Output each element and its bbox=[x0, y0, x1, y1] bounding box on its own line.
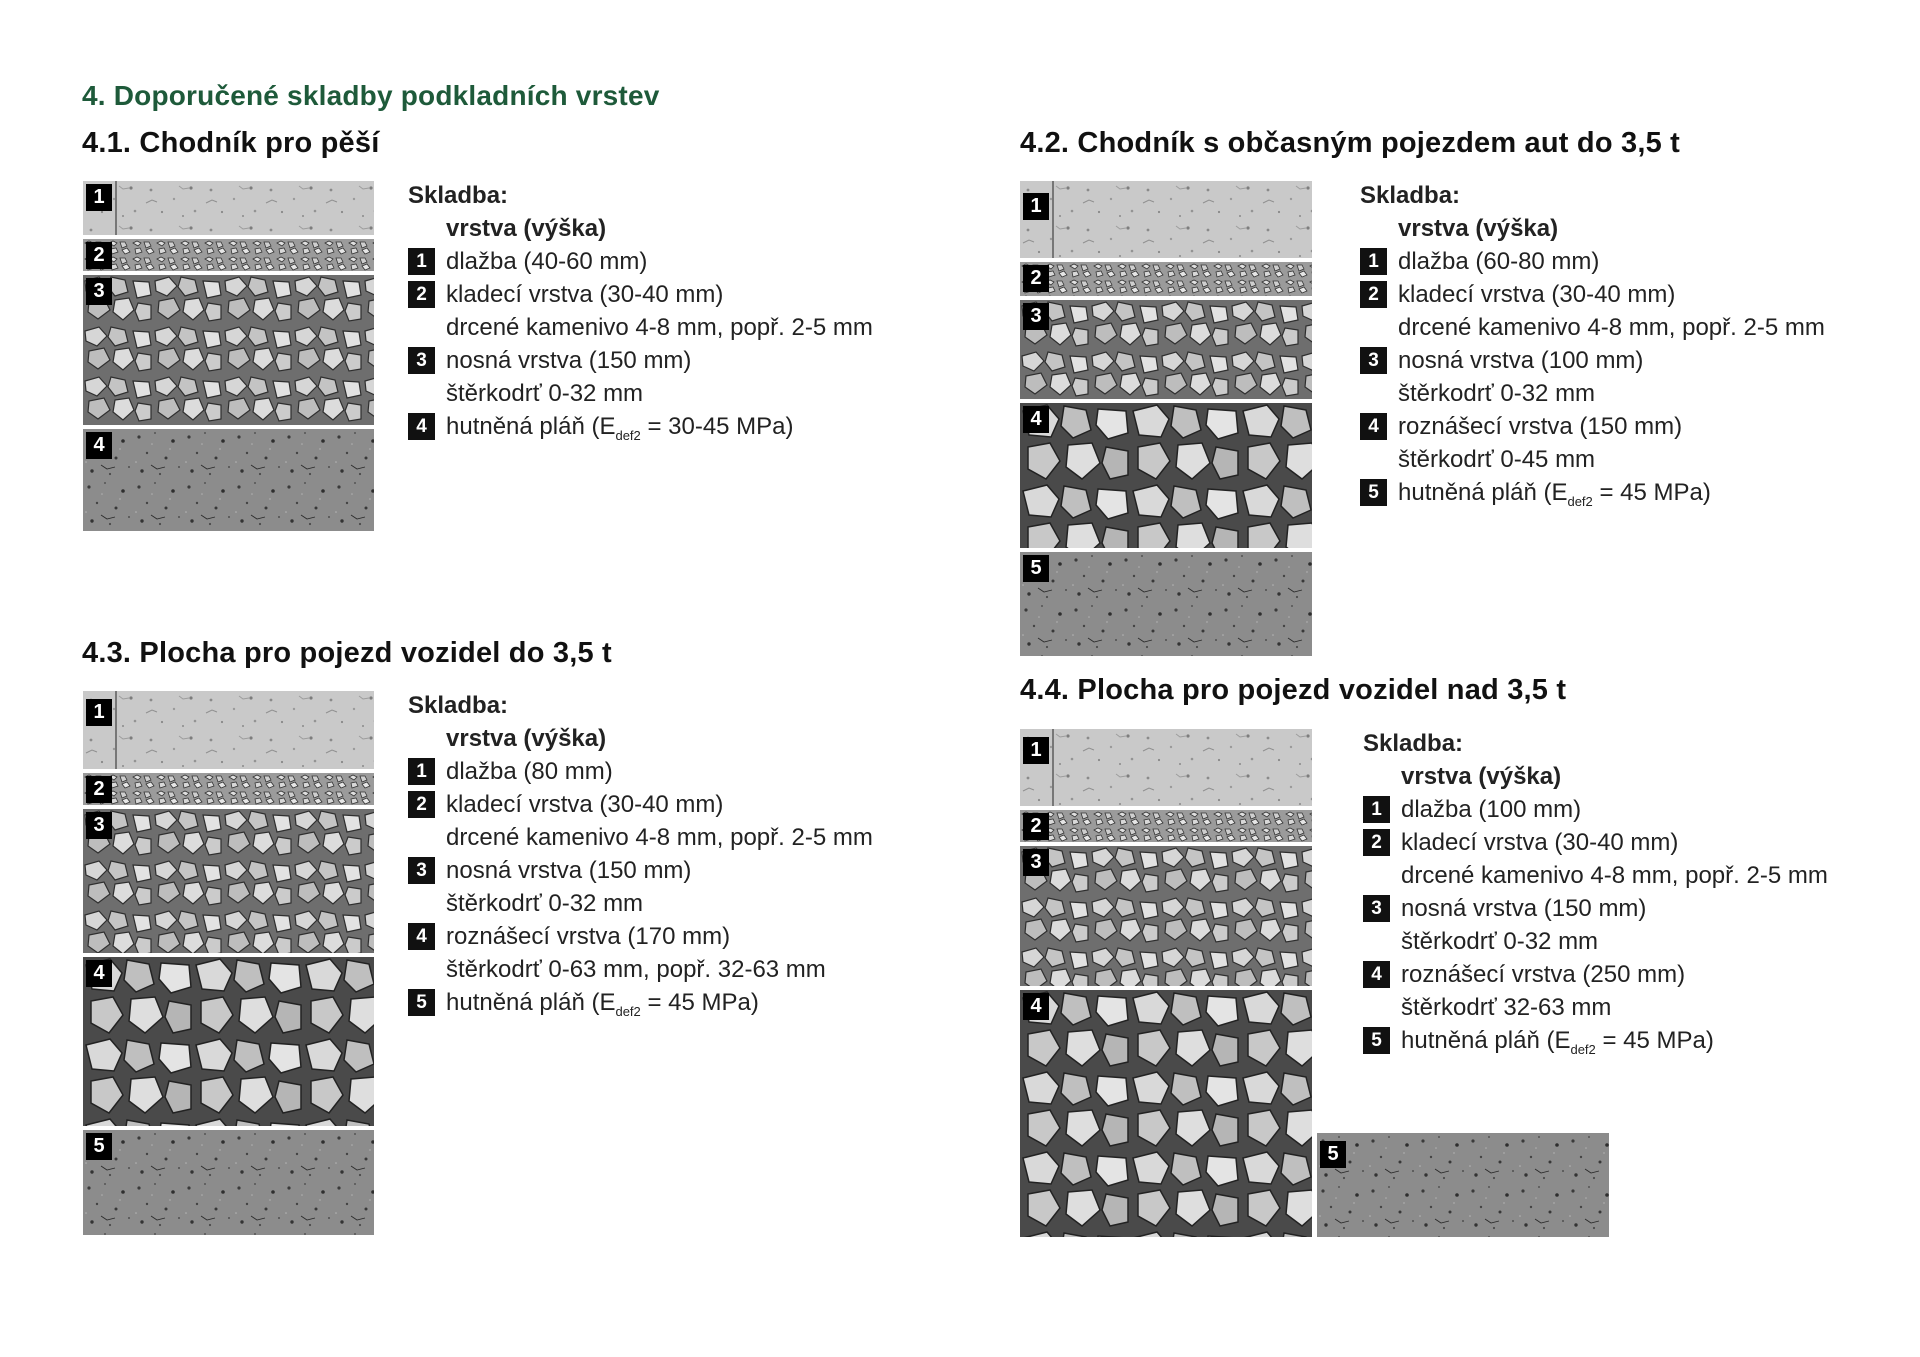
layer-subgrade bbox=[83, 1130, 374, 1235]
layer-row bbox=[1360, 344, 1825, 377]
layer-distribution bbox=[1020, 990, 1312, 1237]
layer-number: 3 bbox=[86, 278, 112, 305]
layer-paving bbox=[83, 181, 374, 235]
row-subscript: def2 bbox=[615, 428, 641, 443]
row-text-post: = 45 MPa) bbox=[640, 989, 759, 1016]
row-number: 4 bbox=[1360, 413, 1387, 440]
row-number: 5 bbox=[1360, 479, 1387, 506]
layer-paving bbox=[1020, 181, 1312, 258]
row-number: 3 bbox=[408, 857, 435, 884]
layer-row bbox=[1363, 892, 1828, 925]
layer-row bbox=[408, 854, 873, 887]
layer-number: 3 bbox=[1023, 849, 1049, 876]
row-number: 1 bbox=[1360, 248, 1387, 275]
layer-subgrade bbox=[1020, 552, 1312, 656]
column-header: vrstva (výška) bbox=[446, 215, 607, 242]
row-note: drcené kamenivo 4-8 mm, popř. 2-5 mm bbox=[446, 314, 873, 341]
row-note: drcené kamenivo 4-8 mm, popř. 2-5 mm bbox=[446, 824, 873, 851]
layer-row bbox=[1363, 826, 1828, 859]
row-text: kladecí vrstva (30-40 mm) bbox=[1401, 829, 1679, 856]
layer-base bbox=[1020, 300, 1312, 399]
layer-row bbox=[1360, 410, 1825, 443]
row-number: 2 bbox=[408, 281, 435, 308]
section-title-4-2: 4.2. Chodník s občasným pojezdem aut do 3,5 t bbox=[1020, 127, 1681, 159]
row-number: 5 bbox=[408, 989, 435, 1016]
row-text: kladecí vrstva (30-40 mm) bbox=[446, 791, 724, 818]
row-text: roznášecí vrstva (170 mm) bbox=[446, 923, 731, 950]
row-text: nosná vrstva (100 mm) bbox=[1398, 347, 1644, 374]
layer-number: 1 bbox=[86, 184, 112, 211]
layer-distribution bbox=[1020, 403, 1312, 548]
spec-4-4 bbox=[1363, 727, 1828, 1057]
composition-label: Skladba: bbox=[1363, 730, 1464, 757]
layer-base bbox=[1020, 846, 1312, 986]
row-note: drcené kamenivo 4-8 mm, popř. 2-5 mm bbox=[1398, 314, 1825, 341]
layer-number: 1 bbox=[1023, 193, 1049, 220]
row-text bbox=[446, 986, 759, 1019]
section-title-4-1: 4.1. Chodník pro pěší bbox=[82, 127, 380, 159]
composition-label: Skladba: bbox=[408, 692, 509, 719]
layer-row bbox=[408, 410, 873, 443]
row-text: roznášecí vrstva (150 mm) bbox=[1398, 413, 1683, 440]
layer-number: 5 bbox=[1320, 1141, 1346, 1168]
layer-row bbox=[408, 245, 873, 278]
layer-bedding bbox=[83, 773, 374, 805]
row-text-post: = 45 MPa) bbox=[1595, 1027, 1714, 1054]
row-text: nosná vrstva (150 mm) bbox=[446, 857, 692, 884]
spec-4-3 bbox=[408, 689, 873, 1019]
row-text-post: = 45 MPa) bbox=[1592, 479, 1711, 506]
section-title-4-3: 4.3. Plocha pro pojezd vozidel do 3,5 t bbox=[82, 637, 612, 669]
layer-row bbox=[1363, 958, 1828, 991]
layer-number: 2 bbox=[86, 776, 112, 803]
layer-number: 2 bbox=[86, 242, 112, 269]
layer-number: 4 bbox=[86, 960, 112, 987]
layer-number: 1 bbox=[1023, 737, 1049, 764]
layer-bedding bbox=[83, 239, 374, 271]
row-note: štěrkodrť 0-32 mm bbox=[1401, 928, 1599, 955]
row-number: 2 bbox=[1360, 281, 1387, 308]
row-text: nosná vrstva (150 mm) bbox=[446, 347, 692, 374]
layer-number: 3 bbox=[86, 812, 112, 839]
row-note: štěrkodrť 0-45 mm bbox=[1398, 446, 1596, 473]
row-note: štěrkodrť 0-32 mm bbox=[446, 890, 644, 917]
layer-stack-4-2 bbox=[1020, 181, 1312, 656]
row-text: dlažba (60-80 mm) bbox=[1398, 248, 1600, 275]
row-number: 2 bbox=[408, 791, 435, 818]
page-heading: 4. Doporučené skladby podkladních vrstev bbox=[82, 80, 660, 111]
row-text-pre: hutněná pláň (E bbox=[1398, 479, 1568, 506]
row-number: 4 bbox=[1363, 961, 1390, 988]
row-text bbox=[1401, 1024, 1714, 1057]
layer-distribution bbox=[83, 957, 374, 1126]
row-note: štěrkodrť 0-32 mm bbox=[446, 380, 644, 407]
row-number: 5 bbox=[1363, 1027, 1390, 1054]
column-header: vrstva (výška) bbox=[1401, 763, 1562, 790]
layer-row bbox=[408, 788, 873, 821]
layer-row bbox=[1360, 476, 1825, 509]
layer-number: 3 bbox=[1023, 303, 1049, 330]
row-text-post: = 30-45 MPa) bbox=[640, 413, 794, 440]
layer-subgrade bbox=[1317, 1133, 1609, 1237]
layer-number: 4 bbox=[1023, 993, 1049, 1020]
row-text-pre: hutněná pláň (E bbox=[1401, 1027, 1571, 1054]
row-number: 2 bbox=[1363, 829, 1390, 856]
row-subscript: def2 bbox=[1570, 1042, 1596, 1057]
row-number: 3 bbox=[1360, 347, 1387, 374]
layer-number: 1 bbox=[86, 699, 112, 726]
layer-row bbox=[408, 920, 873, 953]
composition-label: Skladba: bbox=[408, 182, 509, 209]
spec-4-1 bbox=[408, 179, 873, 443]
layer-paving bbox=[1020, 729, 1312, 806]
row-number: 1 bbox=[408, 248, 435, 275]
layer-base bbox=[83, 809, 374, 953]
row-number: 1 bbox=[408, 758, 435, 785]
layer-row bbox=[1360, 245, 1825, 278]
row-note: štěrkodrť 0-32 mm bbox=[1398, 380, 1596, 407]
row-note: drcené kamenivo 4-8 mm, popř. 2-5 mm bbox=[1401, 862, 1828, 889]
layer-number: 4 bbox=[1023, 406, 1049, 433]
row-text-pre: hutněná pláň (E bbox=[446, 989, 616, 1016]
layer-row bbox=[1363, 793, 1828, 826]
row-text: dlažba (40-60 mm) bbox=[446, 248, 648, 275]
layer-row bbox=[1360, 278, 1825, 311]
layer-bedding bbox=[1020, 262, 1312, 296]
row-text: dlažba (80 mm) bbox=[446, 758, 613, 785]
spec-4-2 bbox=[1360, 179, 1825, 509]
layer-stack-4-3 bbox=[83, 691, 374, 1235]
layer-number: 2 bbox=[1023, 265, 1049, 292]
layer-number: 5 bbox=[1023, 555, 1049, 582]
row-note: štěrkodrť 0-63 mm, popř. 32-63 mm bbox=[446, 956, 826, 983]
row-text: dlažba (100 mm) bbox=[1401, 796, 1582, 823]
layer-row bbox=[408, 986, 873, 1019]
row-text: kladecí vrstva (30-40 mm) bbox=[1398, 281, 1676, 308]
row-note: štěrkodrť 32-63 mm bbox=[1401, 994, 1612, 1021]
layer-base bbox=[83, 275, 374, 425]
row-subscript: def2 bbox=[1567, 494, 1593, 509]
row-number: 4 bbox=[408, 923, 435, 950]
layer-subgrade bbox=[83, 429, 374, 531]
section-title-4-4: 4.4. Plocha pro pojezd vozidel nad 3,5 t bbox=[1020, 674, 1567, 706]
row-subscript: def2 bbox=[615, 1004, 641, 1019]
layer-row bbox=[408, 344, 873, 377]
composition-label: Skladba: bbox=[1360, 182, 1461, 209]
row-text bbox=[1398, 476, 1711, 509]
layer-paving bbox=[83, 691, 374, 769]
row-text bbox=[446, 410, 794, 443]
row-text-pre: hutněná pláň (E bbox=[446, 413, 616, 440]
layer-bedding bbox=[1020, 810, 1312, 842]
row-number: 3 bbox=[408, 347, 435, 374]
row-text: kladecí vrstva (30-40 mm) bbox=[446, 281, 724, 308]
layer-row bbox=[1363, 1024, 1828, 1057]
layer-stack-4-1 bbox=[83, 181, 374, 531]
row-number: 4 bbox=[408, 413, 435, 440]
layer-number: 5 bbox=[86, 1133, 112, 1160]
row-text: nosná vrstva (150 mm) bbox=[1401, 895, 1647, 922]
layer-number: 4 bbox=[86, 432, 112, 459]
row-text: roznášecí vrstva (250 mm) bbox=[1401, 961, 1686, 988]
row-number: 3 bbox=[1363, 895, 1390, 922]
row-number: 1 bbox=[1363, 796, 1390, 823]
layer-number: 2 bbox=[1023, 813, 1049, 840]
layer-row bbox=[408, 755, 873, 788]
column-header: vrstva (výška) bbox=[1398, 215, 1559, 242]
layer-row bbox=[408, 278, 873, 311]
column-header: vrstva (výška) bbox=[446, 725, 607, 752]
